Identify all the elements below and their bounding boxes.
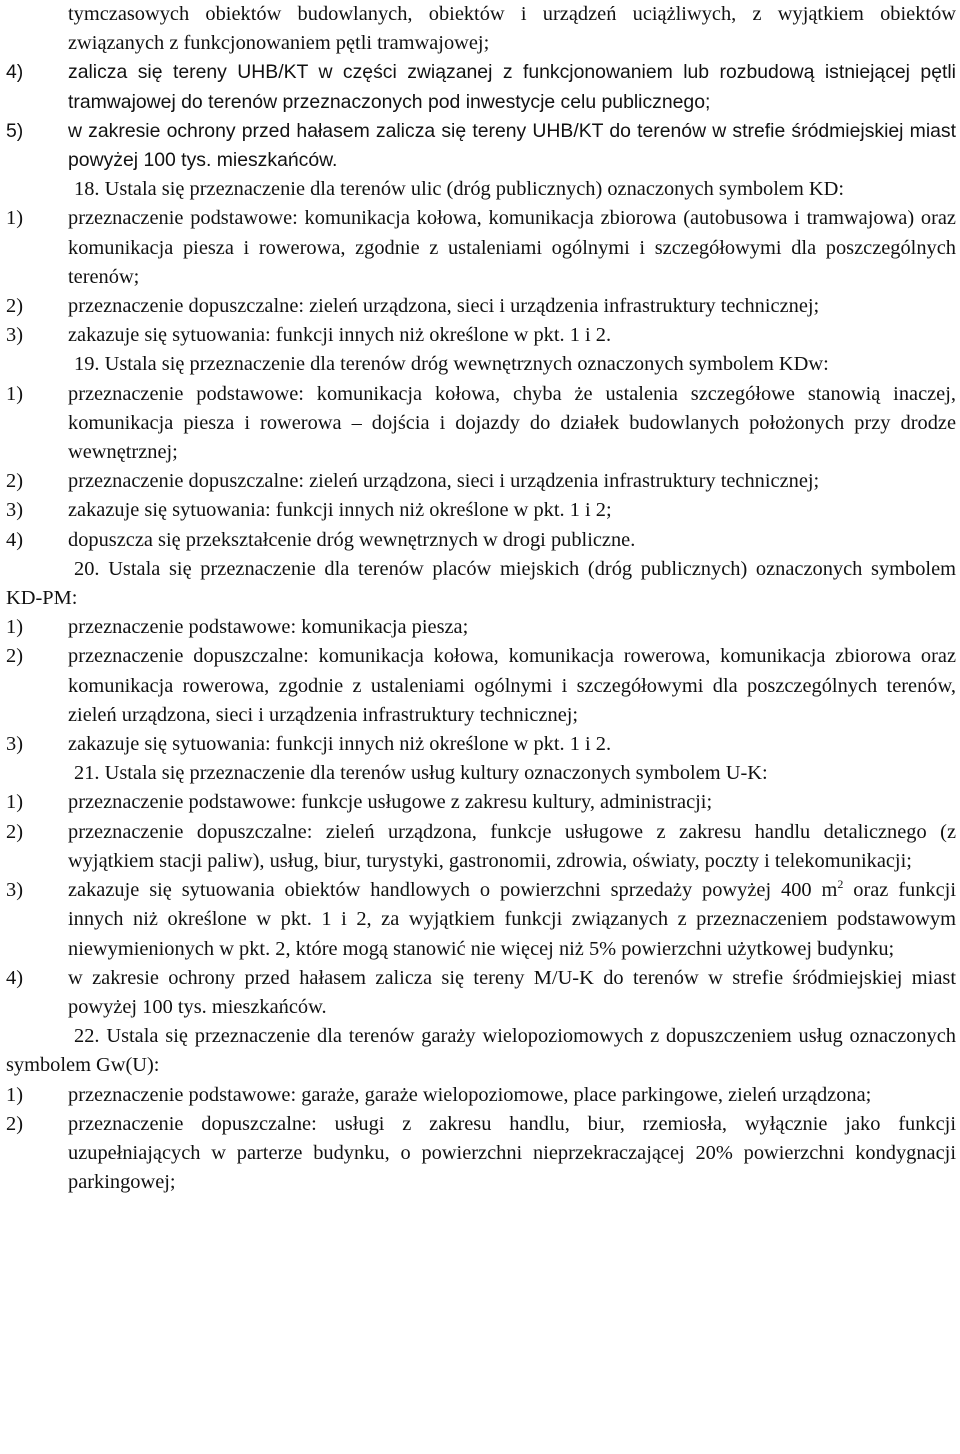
item-text: zakazuje się sytuowania: funkcji innych niż określone w pkt. 1 i 2; [68, 499, 612, 522]
item-number: 2) [6, 295, 23, 318]
list-item [6, 876, 956, 964]
section-21-heading [6, 759, 956, 788]
list-item [6, 321, 956, 350]
item-number: 3) [6, 499, 23, 522]
item-text: w zakresie ochrony przed hałasem zalicza się tereny M/U-K do terenów w strefie śródmiejskiej miast powyżej 100 tys. mieszkańców. [68, 966, 956, 1018]
item-number: 3) [6, 733, 23, 756]
item-number: 2) [6, 1112, 23, 1135]
item-text: przeznaczenie dopuszczalne: zieleń urządzona, sieci i urządzenia infrastruktury technicznej; [68, 470, 820, 493]
list-item [6, 204, 956, 292]
item-text: w zakresie ochrony przed hałasem zalicza się tereny UHB/KT do terenów w strefie śródmiejskiej miast powyżej 100 tys. mieszkańców. [68, 119, 956, 172]
item-text: przeznaczenie podstawowe: komunikacja piesza; [68, 616, 469, 639]
section-number: 21. [74, 762, 100, 785]
section-text: Ustala się przeznaczenie dla terenów garaży wielopoziomowych z dopuszczeniem usług oznaczonych symbolem Gw(U): [6, 1025, 956, 1077]
list-item [6, 496, 956, 525]
item-text: przeznaczenie podstawowe: funkcje usługowe z zakresu kultury, administracji; [68, 791, 713, 814]
section-19-heading [6, 350, 956, 379]
item-number: 2) [6, 470, 23, 493]
list-item [6, 788, 956, 817]
item-text: przeznaczenie dopuszczalne: komunikacja kołowa, komunikacja rowerowa, komunikacja zbiorowa oraz komunikacja rowerowa, zgodnie z ustaleniami ogólnymi i szczegółowymi dla poszczególnych terenów, zieleń urządzona, sieci i urządzenia infrastruktury technicznej; [68, 645, 956, 726]
item-text: przeznaczenie dopuszczalne: zieleń urządzona, sieci i urządzenia infrastruktury technicznej; [68, 295, 820, 318]
item-text: przeznaczenie podstawowe: komunikacja kołowa, chyba że ustalenia szczegółowe stanowią inaczej, komunikacja piesza i rowerowa – dojścia i dojazdy do działek budowlanych położonych przy drodze wewnętrznej; [68, 382, 956, 464]
item-text: zalicza się tereny UHB/KT w części związanej z funkcjonowaniem lub rozbudową istniejącej pętli tramwajowej do terenów przeznaczonych pod inwestycje celu publicznego; [68, 61, 956, 113]
item-number: 1) [6, 616, 23, 639]
item-number: 3) [6, 324, 23, 347]
item-text: zakazuje się sytuowania: funkcji innych niż określone w pkt. 1 i 2. [68, 733, 612, 756]
section-number: 20. [74, 557, 100, 580]
section-18-heading [6, 175, 956, 204]
section-text: Ustala się przeznaczenie dla terenów dróg wewnętrznych oznaczonych symbolem KDw: [104, 353, 829, 376]
section-number: 22. [74, 1025, 100, 1048]
intro-item-4 [6, 58, 956, 116]
list-item [6, 526, 956, 555]
item-number: 1) [6, 791, 23, 814]
intro-item-5 [6, 117, 956, 175]
intro-continuation: tymczasowych obiektów budowlanych, obiektów i urządzeń uciążliwych, z wyjątkiem obiektów związanych z funkcjonowaniem pętli tramwajowej; [68, 3, 956, 55]
list-item [6, 730, 956, 759]
section-text: Ustala się przeznaczenie dla terenów ulic (dróg publicznych) oznaczonych symbolem KD: [104, 178, 845, 201]
item-text: zakazuje się sytuowania: funkcji innych niż określone w pkt. 1 i 2. [68, 324, 612, 347]
list-item [6, 1081, 956, 1110]
item-text-part-a: zakazuje się sytuowania obiektów handlowych o powierzchni sprzedaży powyżej 400 m [68, 879, 838, 902]
item-number: 1) [6, 207, 23, 230]
list-item [6, 292, 956, 321]
section-text: Ustala się przeznaczenie dla terenów usług kultury oznaczonych symbolem U-K: [104, 762, 768, 785]
item-text: przeznaczenie podstawowe: garaże, garaże wielopoziomowe, place parkingowe, zieleń urządzona; [68, 1083, 872, 1106]
item-text: przeznaczenie dopuszczalne: usługi z zakresu handlu, biur, rzemiosła, wyłącznie jako funkcji uzupełniających w parterze budynku, o powierzchni nieprzekraczającej 20% powierzchni kondygnacji parkingowej; [68, 1112, 956, 1194]
item-number: 4) [6, 966, 23, 989]
item-text: przeznaczenie podstawowe: komunikacja kołowa, komunikacja zbiorowa (autobusowa i tramwajowa) oraz komunikacja piesza i rowerowa, zgodnie z ustaleniami ogólnymi i szczegółowymi dla poszczególnych terenów; [68, 207, 956, 288]
item-text: przeznaczenie dopuszczalne: zieleń urządzona, funkcje usługowe z zakresu handlu detalicznego (z wyjątkiem stacji paliw), usług, biur, turystyki, gastronomii, zdrowia, oświaty, poczty i telekomunikacji; [68, 820, 956, 872]
item-number: 1) [6, 1083, 23, 1106]
section-20-heading [6, 555, 956, 613]
item-number: 3) [6, 879, 23, 902]
list-item [6, 818, 956, 876]
item-number: 2) [6, 645, 23, 668]
superscript-exponent: 2 [837, 877, 844, 892]
item-number: 4) [6, 61, 24, 84]
item-text-part-b: oraz funkcji innych niż określone w pkt. 1 i 2, za wyjątkiem funkcji związanych z przeznaczeniem podstawowym niewymienionych w pkt. 2, które mogą stanowić nie więcej niż 5% powierzchni użytkowej budynku; [68, 879, 956, 960]
list-item [6, 964, 956, 1022]
list-item [6, 467, 956, 496]
section-number: 18. [74, 178, 100, 201]
list-item [6, 1110, 956, 1198]
section-22-heading [6, 1022, 956, 1080]
item-number: 1) [6, 382, 23, 405]
item-number: 4) [6, 528, 23, 551]
list-item [6, 380, 956, 468]
item-text: dopuszcza się przekształcenie dróg wewnętrznych w drogi publiczne. [68, 528, 636, 551]
item-text [68, 876, 956, 964]
list-item [6, 613, 956, 642]
section-text: Ustala się przeznaczenie dla terenów placów miejskich (dróg publicznych) oznaczonych symbolem KD-PM: [6, 557, 956, 610]
item-number: 5) [6, 119, 24, 142]
section-number: 19. [74, 353, 100, 376]
item-number: 2) [6, 820, 23, 843]
list-item [6, 642, 956, 730]
